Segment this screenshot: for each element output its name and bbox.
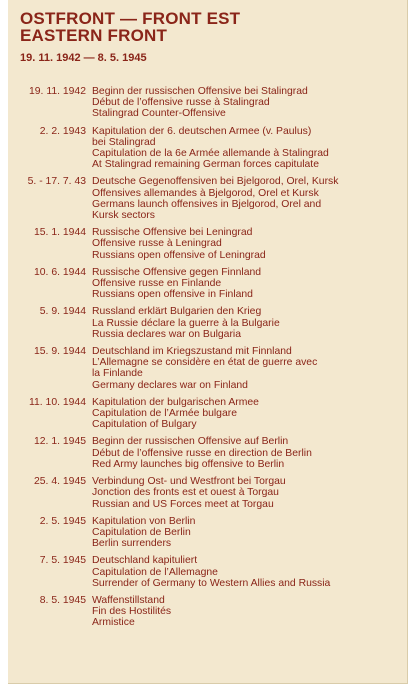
timeline-entry (8, 346, 408, 391)
entry-date: 7. 5. 1945 (39, 555, 86, 567)
entry-date: 15. 1. 1944 (34, 227, 86, 239)
entry-line: Berlin surrenders (92, 538, 172, 550)
entry-date: 11. 10. 1944 (28, 396, 86, 408)
entry-date: 10. 6. 1944 (34, 266, 86, 278)
entry-description (92, 436, 400, 470)
entry-description (92, 516, 400, 550)
entry-date: 2. 5. 1945 (39, 515, 86, 527)
entry-line: Armistice (92, 617, 135, 629)
entry-line: Germany declares war on Finland (92, 379, 248, 391)
entry-description (92, 555, 400, 589)
entry-date: 5. 9. 1944 (39, 306, 86, 318)
entry-line: Début de l’offensive russe en direction de Berlin (92, 447, 312, 459)
timeline-entry (8, 86, 408, 120)
entry-line: Fin des Hostilités (92, 606, 172, 618)
entry-description (92, 86, 400, 120)
entry-date: 12. 1. 1945 (34, 436, 86, 448)
entry-description (92, 476, 400, 510)
entry-line: Stalingrad Counter-Offensive (92, 108, 226, 120)
document-card (8, 0, 408, 684)
entry-line: Offensives allemandes à Bjelgorod, Orel et Kursk (92, 187, 319, 199)
entry-description (92, 397, 400, 431)
timeline-entry (8, 126, 408, 171)
timeline-entry (8, 595, 408, 629)
entry-line: Deutschland kapituliert (92, 555, 198, 567)
entry-date: 19. 11. 1942 (28, 86, 86, 97)
timeline-entry (8, 516, 408, 550)
timeline-entry (8, 176, 408, 221)
entry-line: Offensive russe à Leningrad (92, 238, 222, 250)
entry-line: Russland erklärt Bulgarien den Krieg (92, 306, 262, 318)
entry-line: Kapitulation der bulgarischen Armee (92, 396, 259, 408)
entry-description (92, 267, 400, 301)
entry-description (92, 595, 400, 629)
entry-line: Début de l’offensive russe à Stalingrad (92, 97, 270, 109)
entry-date: 15. 9. 1944 (34, 346, 86, 358)
entry-line: Russische Offensive gegen Finnland (92, 266, 262, 278)
timeline-entry (8, 436, 408, 470)
timeline-entry (8, 306, 408, 340)
entry-line: Waffenstillstand (92, 594, 165, 606)
entry-line: Kursk sectors (92, 210, 155, 222)
entry-date: 25. 4. 1945 (34, 476, 86, 488)
entry-line: Russische Offensive bei Leningrad (92, 227, 253, 239)
timeline-entry (8, 267, 408, 301)
timeline-entry (8, 227, 408, 261)
entry-line: L’Allemagne se considère en état de guerre avec (92, 357, 318, 369)
entry-line: Jonction des fronts est et ouest à Torgau (92, 487, 279, 499)
entry-line: bei Stalingrad (92, 136, 156, 148)
entry-date: 5. - 17. 7. 43 (27, 176, 86, 188)
timeline-list (8, 86, 408, 635)
title-en: EASTERN FRONT (20, 26, 168, 45)
entry-line: Offensive russe en Finlande (92, 278, 222, 290)
entry-line: Russian and US Forces meet at Torgau (92, 498, 274, 510)
entry-line: Capitulation de la 6e Armée allemande à Stalingrad (92, 148, 329, 160)
timeline-entry (8, 555, 408, 589)
entry-line: Russia declares war on Bulgaria (92, 328, 242, 340)
entry-description (92, 306, 400, 340)
entry-description (92, 126, 400, 171)
entry-line: Russians open offensive in Finland (92, 289, 253, 301)
entry-line: Capitulation de Berlin (92, 526, 191, 538)
entry-line: Deutsche Gegenoffensiven bei Bjelgorod, Orel, Kursk (92, 176, 339, 188)
timeline-entry (8, 397, 408, 431)
entry-line: La Russie déclare la guerre à la Bulgarie (92, 317, 280, 329)
entry-line: la Finlande (92, 368, 143, 380)
entry-line: Beginn der russischen Offensive auf Berlin (92, 436, 289, 448)
entry-line: Kapitulation von Berlin (92, 515, 196, 527)
entry-line: Kapitulation der 6. deutschen Armee (v. Paulus) (92, 125, 312, 137)
entry-line: Capitulation de l’Armée bulgare (92, 408, 237, 420)
timeline-entry (8, 476, 408, 510)
entry-line: Capitulation de l’Allemagne (92, 566, 218, 578)
entry-line: Red Army launches big offensive to Berlin (92, 458, 285, 470)
entry-line: Surrender of Germany to Western Allies and Russia (92, 577, 331, 589)
entry-line: Russians open offensive of Leningrad (92, 249, 266, 261)
period-range: 19. 11. 1942 — 8. 5. 1945 (20, 52, 147, 64)
entry-line: Germans launch offensives in Bjelgorod, Orel and (92, 198, 322, 210)
document-header (20, 10, 400, 65)
entry-line: Deutschland im Kriegszustand mit Finnland (92, 346, 292, 358)
entry-line: Beginn der russischen Offensive bei Stalingrad (92, 86, 308, 97)
entry-description (92, 176, 400, 221)
title-de-fr: OSTFRONT — FRONT EST (20, 9, 241, 28)
entry-description (92, 346, 400, 391)
entry-date: 2. 2. 1943 (39, 125, 86, 137)
entry-line: Verbindung Ost- und Westfront bei Torgau (92, 476, 286, 488)
entry-date: 8. 5. 1945 (39, 594, 86, 606)
entry-line: Capitulation of Bulgary (92, 419, 197, 431)
entry-line: At Stalingrad remaining German forces capitulate (92, 159, 319, 171)
entry-description (92, 227, 400, 261)
